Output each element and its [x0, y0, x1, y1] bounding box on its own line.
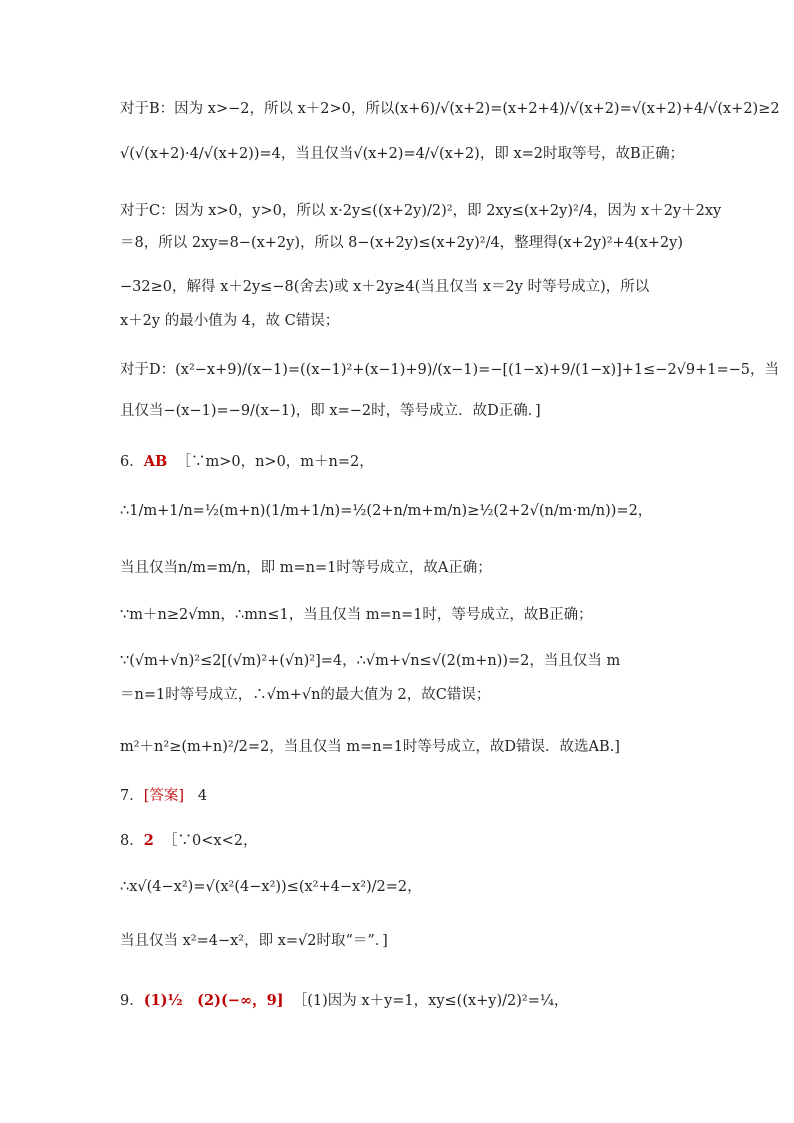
text-line: 当且仅当n/m=m/n，即 m=n=1时等号成立，故A正确；: [120, 560, 492, 576]
text-line: ∵m＋n≥2√mn，∴mn≤1，当且仅当 m=n=1时，等号成立，故B正确；: [120, 607, 593, 623]
text-line: ∴1/m+1/n=½(m+n)(1/m+1/n)=½(2+n/m+m/n)≥½(2+2√(n/m·m/n))=2，: [120, 503, 653, 519]
question-number: 7．: [120, 788, 144, 804]
question-answer: 4: [197, 788, 208, 804]
question-text: ［(1)因为 x＋y=1，xy≤((x+y)/2)²=¼，: [292, 993, 569, 1009]
question-text: ［∵m>0，n>0，m＋n=2，: [176, 454, 374, 470]
text-line: 对于B：因为 x>−2，所以 x＋2>0，所以(x+6)/√(x+2)=(x+2+4)/√(x+2)=√(x+2)+4/√(x+2)≥2: [120, 101, 780, 117]
text-line: 且仅当−(x−1)=−9/(x−1)，即 x=−2时，等号成立．故D正确．]: [120, 403, 541, 419]
text-line: 对于C：因为 x>0，y>0，所以 x·2y≤((x+2y)/2)²，即 2xy≤(x+2y)²/4，因为 x＋2y＋2xy: [120, 203, 722, 219]
question-7-header: [120, 785, 676, 807]
text-line: ＝8，所以 2xy=8−(x+2y)，所以 8−(x+2y)≤(x+2y)²/4，整理得(x+2y)²+4(x+2y): [120, 235, 683, 251]
question-6-header: [120, 451, 676, 473]
text-line: 对于D：(x²−x+9)/(x−1)=((x−1)²+(x−1)+9)/(x−1)=−[(1−x)+9/(1−x)]+1≤−2√9+1=−5，当: [120, 362, 780, 378]
question-text: ［∵0<x<2，: [163, 833, 258, 849]
question-answer: AB: [143, 453, 168, 470]
question-answer: (1)½ (2)(−∞，9]: [143, 992, 284, 1009]
question-9-header: [120, 990, 676, 1012]
text-line: √(√(x+2)·4/√(x+2))=4，当且仅当√(x+2)=4/√(x+2)，即 x=2时取等号，故B正确；: [120, 146, 685, 162]
text-line: ∵(√m+√n)²≤2[(√m)²+(√n)²]=4，∴√m+√n≤√(2(m+n))=2，当且仅当 m: [120, 653, 621, 669]
text-line: ∴x√(4−x²)=√(x²(4−x²))≤(x²+4−x²)/2=2，: [120, 879, 422, 895]
question-8-header: [120, 830, 676, 852]
text-line: m²＋n²≥(m+n)²/2=2，当且仅当 m=n=1时等号成立，故D错误．故选AB.]: [120, 739, 620, 755]
question-number: 9．: [120, 993, 144, 1009]
question-answer: 2: [143, 832, 154, 849]
text-line: ＝n=1时等号成立，∴√m+√n的最大值为 2，故C错误；: [120, 687, 491, 703]
text-line: x＋2y 的最小值为 4，故 C错误；: [120, 313, 340, 329]
question-number: 8．: [120, 833, 144, 849]
question-number: 6．: [120, 454, 144, 470]
answer-tag: [答案]: [143, 788, 185, 804]
text-line: −32≥0，解得 x＋2y≤−8(舍去)或 x＋2y≥4(当且仅当 x＝2y 时等号成立)，所以: [120, 279, 650, 295]
text-line: 当且仅当 x²=4−x²，即 x=√2时取“＝”．]: [120, 933, 388, 949]
